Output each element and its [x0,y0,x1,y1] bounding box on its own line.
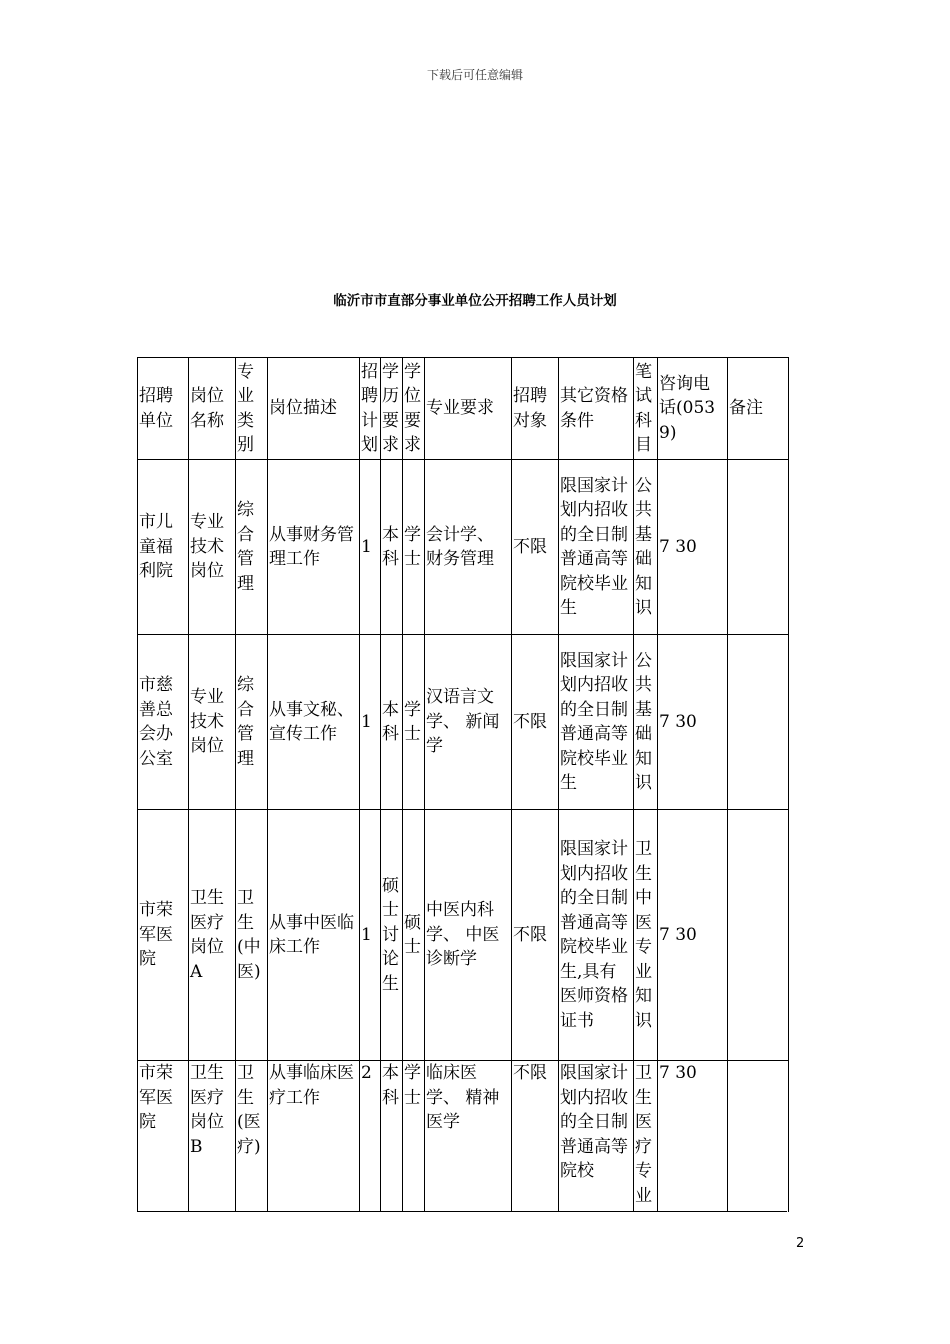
table-cell: 综合管理 [236,635,268,810]
table-cell: 限国家计划内招收的全日制普通高等院校毕业生 [559,460,634,635]
table-cell: 限国家计划内招收的全日制普通高等院校毕业生,具有医师资格证书 [559,810,634,1061]
table-cell: 不限 [512,460,559,635]
table-cell: 硕士讨论生 [381,810,403,1061]
table-cell: 公共基础知识 [634,635,658,810]
header-cell: 招聘对象 [512,358,559,460]
header-cell: 备注 [728,358,789,460]
table-cell [728,635,789,810]
table-row [138,635,789,810]
recruitment-plan-table [137,357,789,1212]
table-cell: 学士 [403,635,425,810]
table-cell: 1 [360,635,381,810]
table-cell: 卫生(中医) [236,810,268,1061]
table-cell: 本科 [381,460,403,635]
table-cell: 汉语言文学、 新闻学 [425,635,512,810]
header-cell: 咨询电话(0539) [658,358,728,460]
document-title: 临沂市市直部分事业单位公开招聘工作人员计划 [333,293,617,309]
header-cell: 学位要求 [403,358,425,460]
table-cell [728,1061,789,1212]
table-row [138,1061,789,1212]
header-cell: 岗位名称 [189,358,236,460]
table-cell: 1 [360,460,381,635]
table-cell: 限国家计划内招收的全日制普通高等院校 [559,1061,634,1212]
table-cell: 临床医学、 精神医学 [425,1061,512,1212]
header-cell: 招聘计划 [360,358,381,460]
header-cell: 专业要求 [425,358,512,460]
table-cell: 7 30 [658,810,728,1061]
table-cell: 从事财务管理工作 [268,460,360,635]
table-cell: 不限 [512,635,559,810]
table-cell: 不限 [512,810,559,1061]
table-cell: 卫生中医专业知识 [634,810,658,1061]
table-cell: 硕士 [403,810,425,1061]
table-cell: 中医内科学、 中医诊断学 [425,810,512,1061]
table-cell: 学士 [403,460,425,635]
table-cell: 卫生医疗专业 [634,1061,658,1212]
table-cell: 2 [360,1061,381,1212]
table-header-row [138,358,789,460]
table-cell: 专业技术岗位 [189,460,236,635]
table-cell: 市荣军医院 [138,1061,189,1212]
table-cell: 市荣军医院 [138,810,189,1061]
table-cell: 本科 [381,635,403,810]
table-cell: 市儿童福利院 [138,460,189,635]
header-note: 下载后可任意编辑 [426,68,523,82]
header-cell: 岗位描述 [268,358,360,460]
header-cell: 笔试科目 [634,358,658,460]
table-cell: 卫生医疗岗位B [189,1061,236,1212]
table-cell: 综合管理 [236,460,268,635]
table-cell [728,460,789,635]
table-cell [728,810,789,1061]
bottom-rule [137,1211,787,1212]
table-cell: 专业技术岗位 [189,635,236,810]
table-cell: 7 30 [658,460,728,635]
header-cell: 学历要求 [381,358,403,460]
table-cell: 7 30 [658,635,728,810]
table-cell: 1 [360,810,381,1061]
table-cell: 本科 [381,1061,403,1212]
table-cell: 市慈善总会办公室 [138,635,189,810]
table-row [138,810,789,1061]
table-cell: 限国家计划内招收的全日制普通高等院校毕业生 [559,635,634,810]
table-cell: 从事文秘、 宣传工作 [268,635,360,810]
table-cell: 7 30 [658,1061,728,1212]
table-cell: 会计学、财务管理 [425,460,512,635]
table-cell: 卫生(医疗) [236,1061,268,1212]
table-cell: 公共基础知识 [634,460,658,635]
table-cell: 卫生医疗岗位A [189,810,236,1061]
table-cell: 从事中医临床工作 [268,810,360,1061]
header-cell: 专业类别 [236,358,268,460]
table-cell: 不限 [512,1061,559,1212]
header-cell: 招聘单位 [138,358,189,460]
header-cell: 其它资格条件 [559,358,634,460]
table-cell: 从事临床医疗工作 [268,1061,360,1212]
table-cell: 学士 [403,1061,425,1212]
page-number: 2 [796,1236,805,1251]
table-row [138,460,789,635]
